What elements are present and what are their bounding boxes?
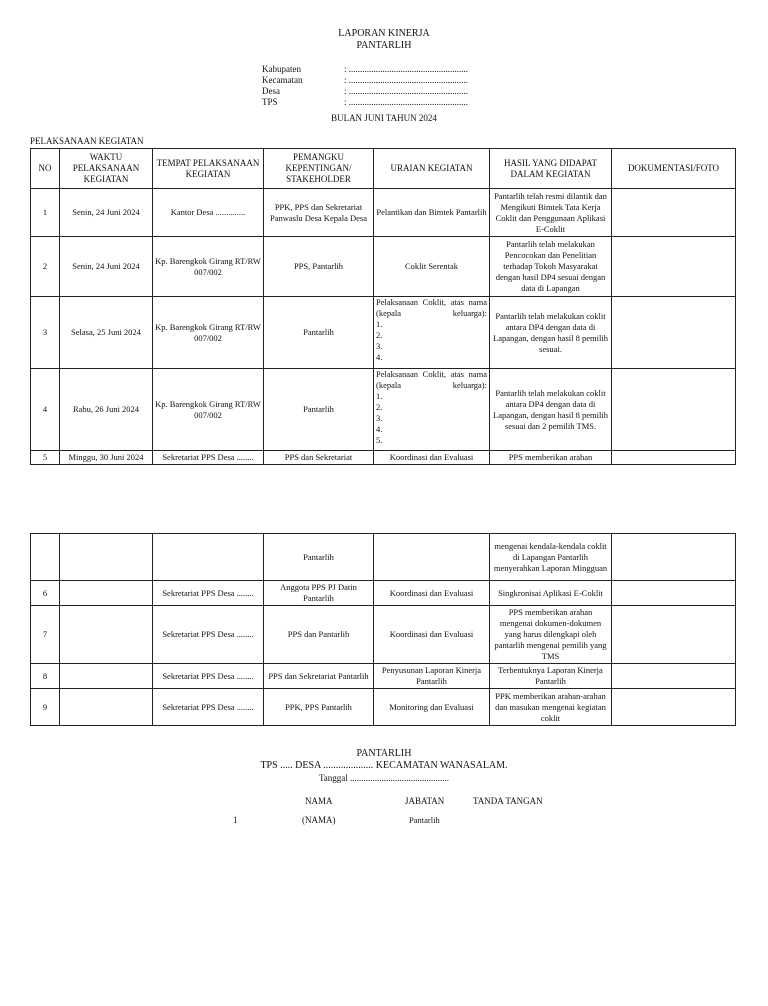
table-header-row [31,149,736,189]
cell-uraian: Monitoring dan Evaluasi [374,689,490,726]
col-jabatan: JABATAN [405,796,445,806]
cell-tempat: Sekretariat PPS Desa ........ [153,606,264,664]
cell-no: 9 [31,689,60,726]
table-row [31,689,736,726]
table-row [31,451,736,465]
activity-table-page2 [30,533,736,726]
activity-table-page1 [30,148,736,465]
info-block [262,64,502,108]
cell-tempat: Kantor Desa .............. [153,189,264,237]
cell-waktu [60,664,153,689]
cell-dokumentasi [612,451,736,465]
report-subtitle: PANTARLIH [356,40,412,51]
cell-tempat: Kp. Barengkok Girang RT/RW 007/002 [153,237,264,297]
cell-hasil: PPK memberikan arahan-arahan dan masukan mengenai kegiatan coklit [490,689,612,726]
sign-no: 1 [233,815,238,825]
info-kecamatan: Kecamatan : ..................................................... [262,75,469,85]
cell-hasil: PPS memberikan arahan mengenai dokumen-dokumen yang harus dilengkapi oleh pantarlih mengenai pemilih yang TMS [490,606,612,664]
uraian-item: 1. [376,319,383,329]
info-desa: Desa : ..................................................... [262,86,469,96]
cell-uraian: Koordinasi dan Evaluasi [374,581,490,606]
cell-hasil: PPS memberikan arahan [490,451,612,465]
cell-tempat: Sekretariat PPS Desa ........ [153,581,264,606]
cell-pemangku: PPK, PPS Pantarlih [264,689,374,726]
footer-location: TPS ..... DESA .................... KECAMATAN WANASALAM. [260,760,508,771]
col-nama: NAMA [305,796,333,806]
cell-pemangku: PPS, Pantarlih [264,237,374,297]
footer-date: Tanggal ............................................ [318,773,450,783]
header-tempat: TEMPAT PELAKSANAAN KEGIATAN [153,149,264,189]
uraian-item: 5. [376,435,383,445]
cell-dokumentasi [612,189,736,237]
header-uraian: URAIAN KEGIATAN [374,149,490,189]
cell-uraian: Pelantikan dan Bimtek Pantarlih [374,189,490,237]
cell-hasil: Pantarlih telah melakukan coklit antara DP4 dengan data di Lapangan, dengan hasil 8 pemilih sesuai dan 2 pemilih TMS. [490,369,612,451]
sign-nama: (NAMA) [302,815,336,825]
info-tps: TPS : ..................................................... [262,97,469,107]
cell-tempat: Kp. Barengkok Girang RT/RW 007/002 [153,369,264,451]
cell-waktu [60,581,153,606]
uraian-intro: Pelaksanaan Coklit, atas nama (kepala keluarga): [376,369,487,390]
cell-waktu [60,606,153,664]
uraian-item: 4. [376,424,383,434]
cell-pemangku: Anggota PPS PJ Datin Pantarlih [264,581,374,606]
header-pemangku: PEMANGKU KEPENTINGAN/ STAKEHOLDER [264,149,374,189]
cell-waktu [60,689,153,726]
cell-uraian [374,369,490,451]
col-tanda-tangan: TANDA TANGAN [473,796,543,806]
cell-dokumentasi [612,369,736,451]
cell-no: 6 [31,581,60,606]
footer-org: PANTARLIH [356,748,412,759]
uraian-item: 4. [376,352,383,362]
cell-tempat [153,534,264,581]
cell-dokumentasi [612,689,736,726]
cell-dokumentasi [612,606,736,664]
header-no: NO [31,149,60,189]
cell-waktu: Senin, 24 Juni 2024 [60,189,153,237]
cell-tempat: Kp. Barengkok Girang RT/RW 007/002 [153,297,264,369]
table-row [31,369,736,451]
cell-pemangku: Pantarlih [264,534,374,581]
cell-pemangku: PPS dan Sekretariat Pantarlih [264,664,374,689]
cell-hasil: Terbentuknya Laporan Kinerja Pantarlih [490,664,612,689]
cell-pemangku: Pantarlih [264,369,374,451]
cell-no: 7 [31,606,60,664]
cell-uraian: Koordinasi dan Evaluasi [374,451,490,465]
cell-waktu: Senin, 24 Juni 2024 [60,237,153,297]
uraian-item: 2. [376,330,383,340]
cell-no: 1 [31,189,60,237]
cell-waktu: Rabu, 26 Juni 2024 [60,369,153,451]
report-title: LAPORAN KINERJA [338,28,430,39]
cell-no: 8 [31,664,60,689]
cell-no: 4 [31,369,60,451]
section-label: PELAKSANAAN KEGIATAN [30,136,144,146]
cell-dokumentasi [612,581,736,606]
table-row [31,297,736,369]
uraian-item: 3. [376,341,383,351]
uraian-intro: Pelaksanaan Coklit, atas nama (kepala keluarga): [376,297,487,318]
cell-tempat: Sekretariat PPS Desa ........ [153,664,264,689]
cell-pemangku: PPS dan Pantarlih [264,606,374,664]
header-dokumentasi: DOKUMENTASI/FOTO [612,149,736,189]
cell-no [31,534,60,581]
cell-pemangku: Pantarlih [264,297,374,369]
table-row [31,606,736,664]
cell-tempat: Sekretariat PPS Desa ........ [153,689,264,726]
cell-dokumentasi [612,664,736,689]
cell-no: 5 [31,451,60,465]
cell-dokumentasi [612,534,736,581]
cell-hasil: Singkronisai Aplikasi E-Coklit [490,581,612,606]
cell-tempat: Sekretariat PPS Desa ........ [153,451,264,465]
table-row [31,189,736,237]
cell-waktu: Selasa, 25 Juni 2024 [60,297,153,369]
table-row [31,581,736,606]
sign-jabatan: Pantarlih [409,815,440,825]
table-row [31,664,736,689]
cell-pemangku: PPK, PPS dan Sekretariat Panwaslu Desa Kepala Desa [264,189,374,237]
cell-uraian [374,534,490,581]
uraian-item: 2. [376,402,383,412]
header-waktu: WAKTU PELAKSANAAN KEGIATAN [60,149,153,189]
cell-dokumentasi [612,297,736,369]
uraian-item: 1. [376,391,383,401]
cell-no: 2 [31,237,60,297]
report-period: BULAN JUNI TAHUN 2024 [331,113,437,123]
cell-hasil: Pantarlih telah resmi dilantik dan Mengikuti Bimtek Tata Kerja Coklit dan Penggunaan Aplikasi E-Coklit [490,189,612,237]
cell-dokumentasi [612,237,736,297]
cell-hasil: Pantarlih telah melakukan Pencocokan dan Penelitian terhadap Tokoh Masyarakat dengan hasil DP4 sesuai dengan data di Lapangan [490,237,612,297]
cell-waktu [60,534,153,581]
info-kabupaten: Kabupaten : ..................................................... [262,64,469,74]
cell-uraian: Penyusunan Laporan Kinerja Pantarlih [374,664,490,689]
cell-waktu: Minggu, 30 Juni 2024 [60,451,153,465]
cell-uraian [374,297,490,369]
cell-uraian: Koordinasi dan Evaluasi [374,606,490,664]
cell-hasil: Pantarlih telah melakukan coklit antara DP4 dengan data di Lapangan, dengan hasil 8 pemilih sesuai. [490,297,612,369]
cell-hasil: mengenai kendala-kendala coklit di Lapangan Pantarlih menyerahkan Laporan Mingguan [490,534,612,581]
table-row [31,237,736,297]
uraian-item: 3. [376,413,383,423]
cell-uraian: Coklit Serentak [374,237,490,297]
header-hasil: HASIL YANG DIDAPAT DALAM KEGIATAN [490,149,612,189]
table-row-continued [31,534,736,581]
cell-no: 3 [31,297,60,369]
cell-pemangku: PPS dan Sekretariat [264,451,374,465]
